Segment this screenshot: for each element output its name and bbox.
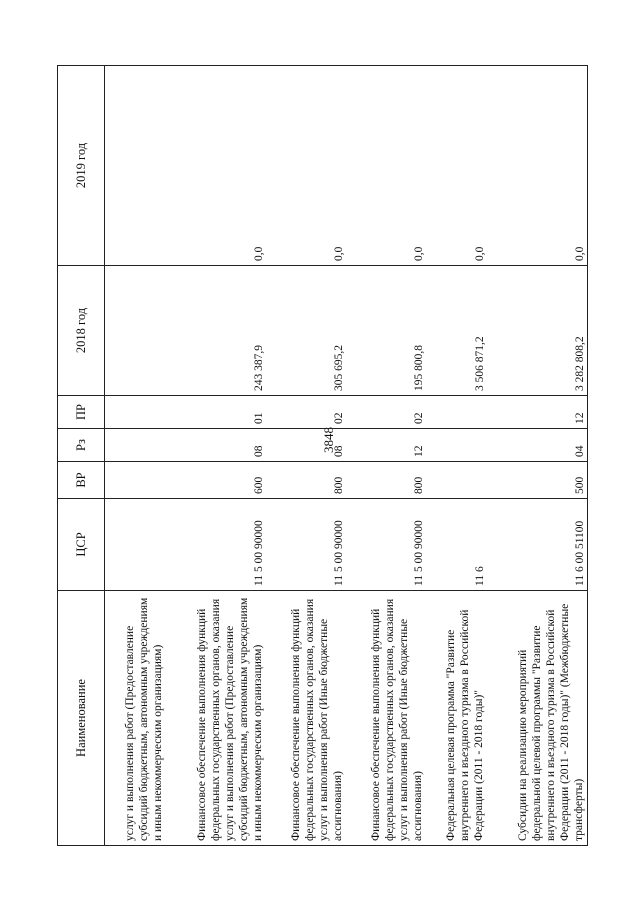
- row-2019: 0,0: [426, 66, 487, 266]
- table-row: [346, 66, 426, 846]
- row-rz: 12: [346, 429, 426, 462]
- header-rz: Рз: [58, 429, 105, 462]
- row-name: Субсидии на реализацию мероприятий федеральной целевой программы "Развитие внутреннего и въездного туризма в Российской Федерации (2011 - 2018 годы)" (Межбюджетные трансферты): [487, 591, 587, 846]
- row-name: услуг и выполнения работ (Предоставление субсидий бюджетным, автономным учреждениям и иным некоммерческим организациям): [105, 591, 167, 846]
- row-2018: 3 282 808,2: [487, 266, 587, 396]
- row-vr: 800: [266, 462, 346, 499]
- row-rz: [105, 429, 167, 462]
- row-pr: [426, 396, 487, 429]
- row-vr: [426, 462, 487, 499]
- row-pr: 02: [266, 396, 346, 429]
- row-2019: 0,0: [346, 66, 426, 266]
- row-2019: 0,0: [487, 66, 587, 266]
- header-pr: ПР: [58, 396, 105, 429]
- row-vr: [105, 462, 167, 499]
- page-number: 3848: [321, 427, 336, 453]
- row-2018: 195 800,8: [346, 266, 426, 396]
- row-2019: 0,0: [266, 66, 346, 266]
- row-csr: 11 6 00 51100: [487, 499, 587, 591]
- table-row: [487, 66, 587, 846]
- table-row: [426, 66, 487, 846]
- rotated-page-content: [57, 66, 588, 846]
- header-name: Наименование: [58, 591, 105, 846]
- row-2018: 243 387,9: [166, 266, 266, 396]
- row-2019: [105, 66, 167, 266]
- row-rz: 04: [487, 429, 587, 462]
- row-2018: 305 695,2: [266, 266, 346, 396]
- row-pr: 01: [166, 396, 266, 429]
- row-csr: 11 6: [426, 499, 487, 591]
- budget-table: [57, 65, 588, 846]
- row-csr: 11 5 00 90000: [346, 499, 426, 591]
- table-row: [166, 66, 266, 846]
- table-row: [266, 66, 346, 846]
- header-2019: 2019 год: [58, 66, 105, 266]
- header-csr: ЦСР: [58, 499, 105, 591]
- row-csr: 11 5 00 90000: [266, 499, 346, 591]
- row-pr: 02: [346, 396, 426, 429]
- table-row: [105, 66, 167, 846]
- row-rz: [426, 429, 487, 462]
- row-pr: 12: [487, 396, 587, 429]
- row-rz: 08: [266, 429, 346, 462]
- row-name: Федеральная целевая программа "Развитие внутреннего и въездного туризма в Российской Федерации (2011 - 2018 годы)": [426, 591, 487, 846]
- row-2019: 0,0: [166, 66, 266, 266]
- header-2018: 2018 год: [58, 266, 105, 396]
- row-2018: [105, 266, 167, 396]
- row-csr: [105, 499, 167, 591]
- row-name: Финансовое обеспечение выполнения функций федеральных государственных органов, оказания услуг и выполнения работ (Иные бюджетные ассигнования): [346, 591, 426, 846]
- row-vr: 600: [166, 462, 266, 499]
- table-header-row: [58, 66, 105, 846]
- row-csr: 11 5 00 90000: [166, 499, 266, 591]
- row-name: Финансовое обеспечение выполнения функций федеральных государственных органов, оказания услуг и выполнения работ (Предоставление субсидий бюджетным, автономным учреждениям и иным некоммерческим организациям): [166, 591, 266, 846]
- row-pr: [105, 396, 167, 429]
- row-vr: 800: [346, 462, 426, 499]
- header-vr: ВР: [58, 462, 105, 499]
- row-vr: 500: [487, 462, 587, 499]
- row-name: Финансовое обеспечение выполнения функций федеральных государственных органов, оказания услуг и выполнения работ (Иные бюджетные ассигнования): [266, 591, 346, 846]
- row-2018: 3 506 871,2: [426, 266, 487, 396]
- row-rz: 08: [166, 429, 266, 462]
